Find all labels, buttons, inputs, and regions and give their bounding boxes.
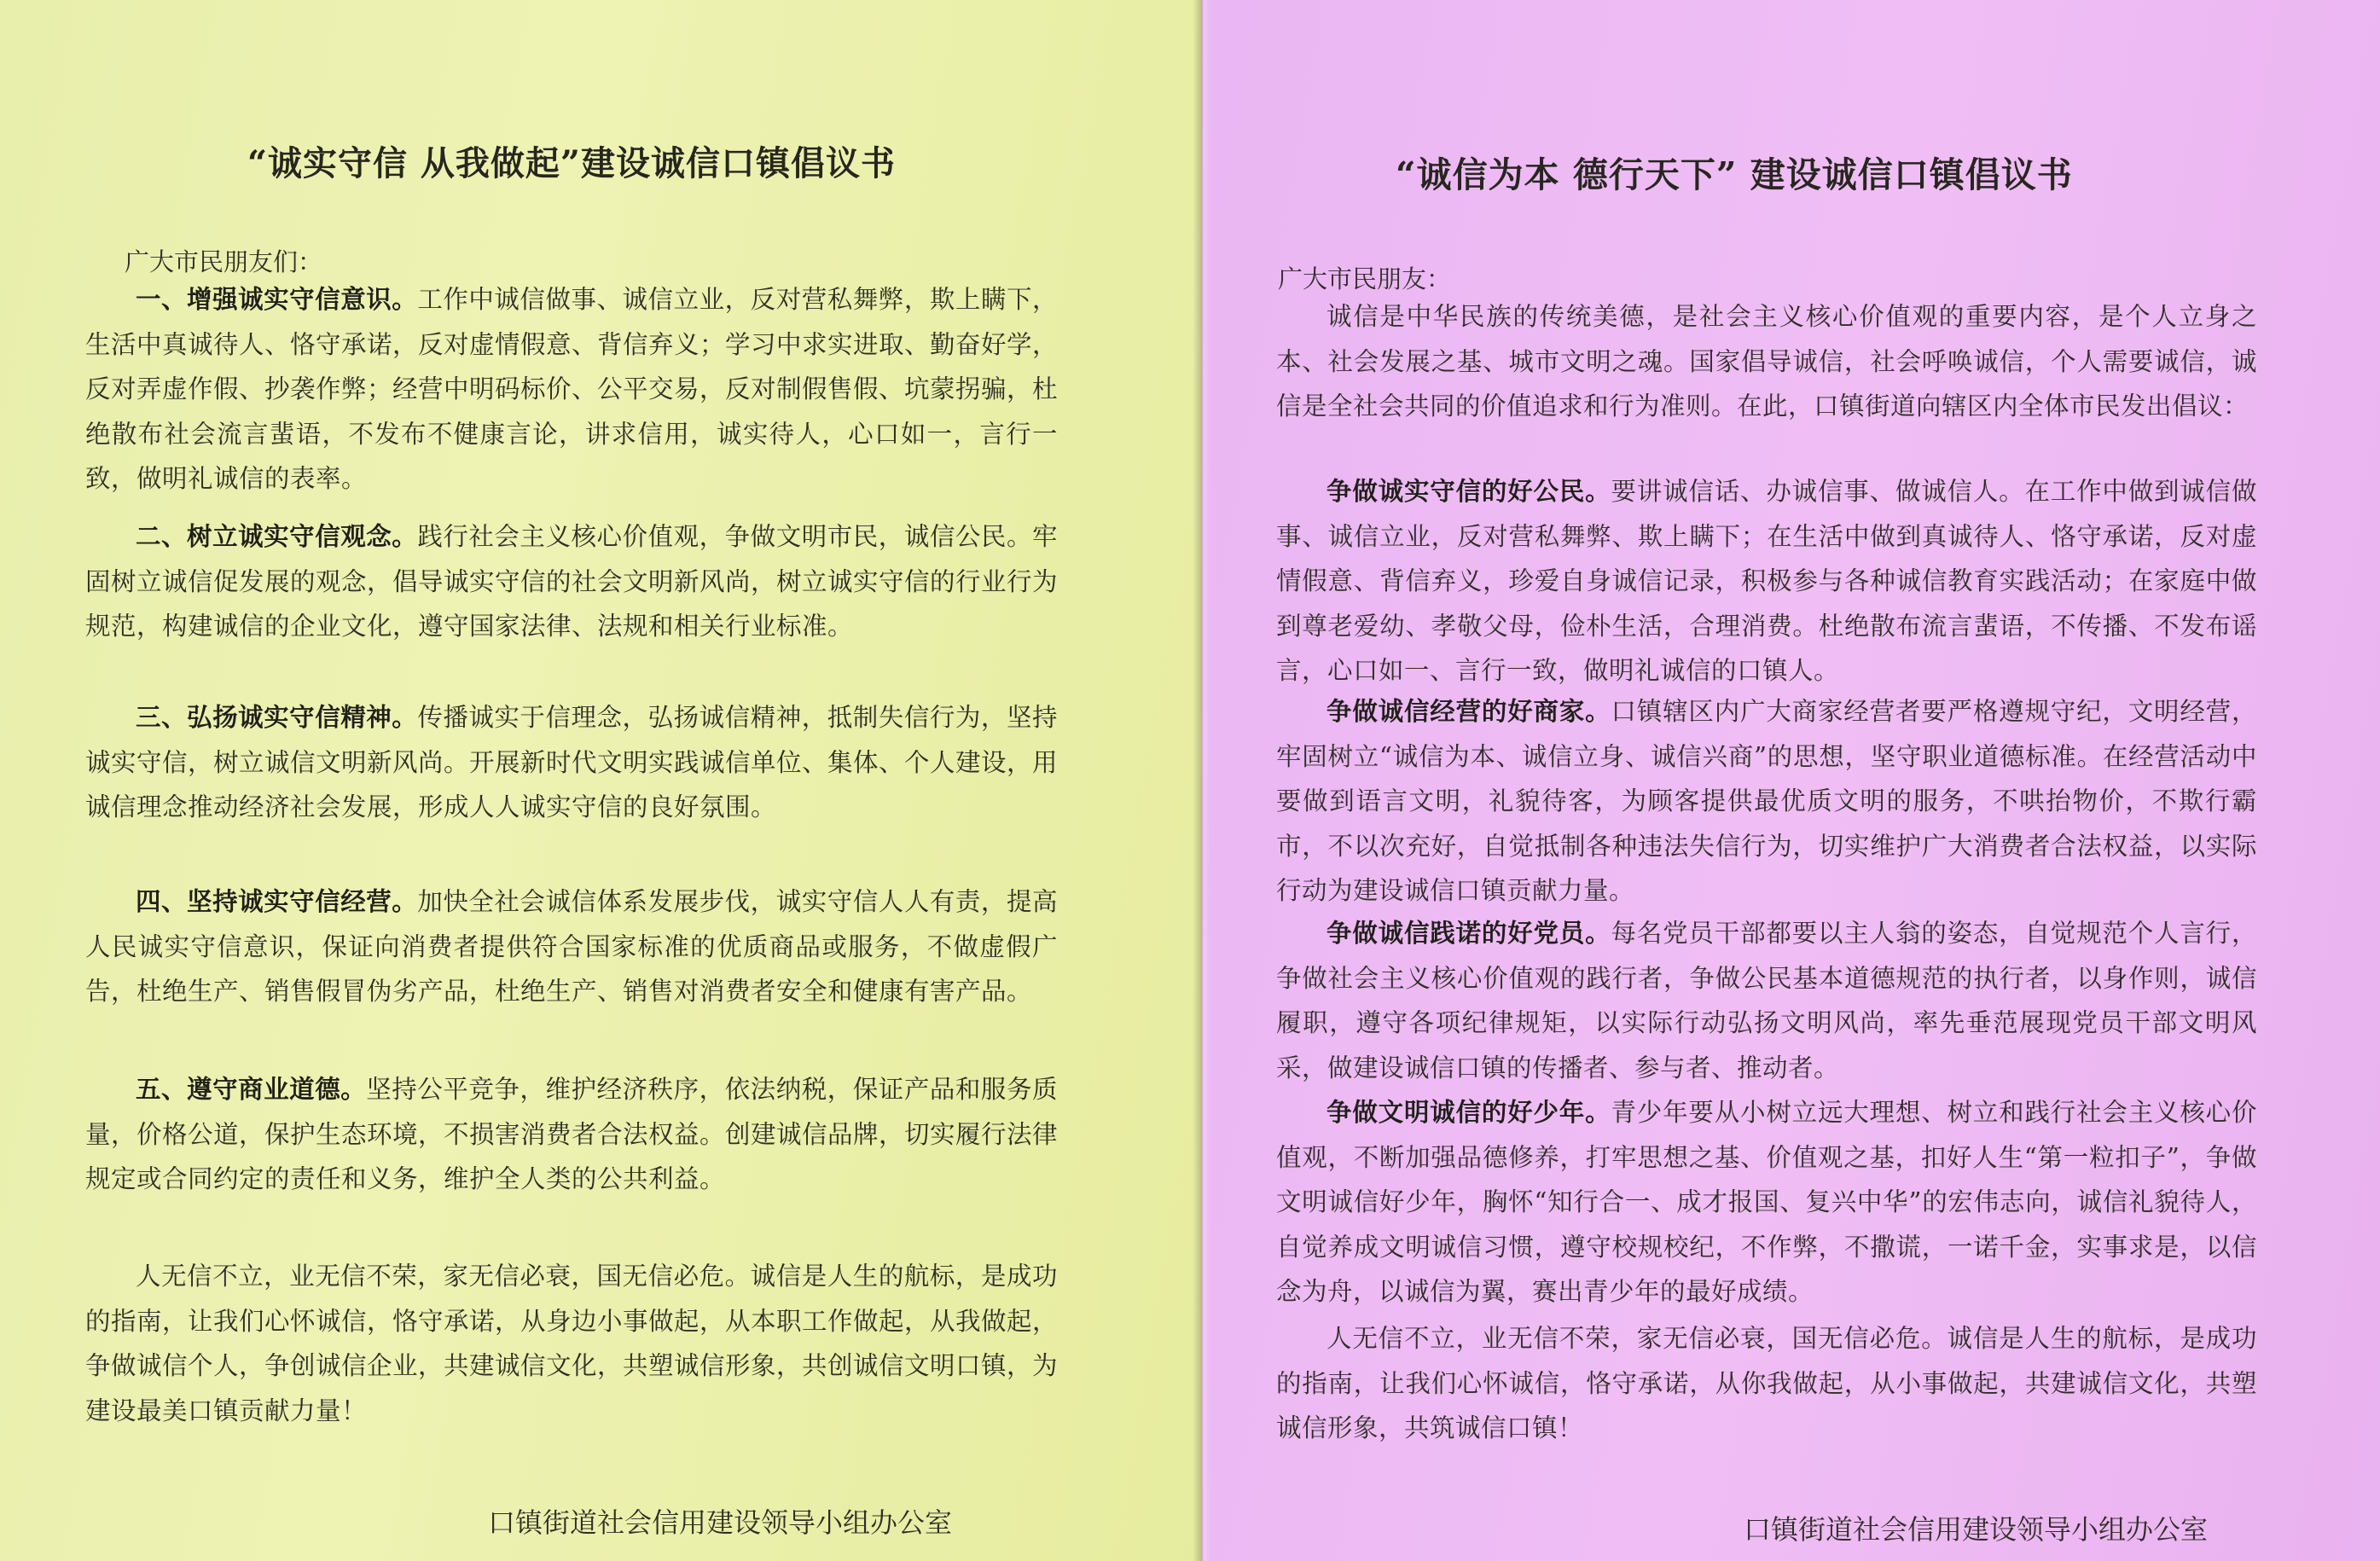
salutation: 广大市民朋友： xyxy=(1278,264,1452,293)
section-paragraph xyxy=(1276,469,2257,693)
proposal-sheet-right xyxy=(1201,0,2380,1561)
section-body: 加快全社会诚信体系发展步伐，诚实守信人人有责，提高人民诚实守信意识，保证向消费者提供符合国家标准的优质商品或服务，不做虚假广告，杜绝生产、销售假冒伪劣产品，杜绝生产、销售对消费者安全和健康有害产品。 xyxy=(85,887,1058,1006)
section-paragraph xyxy=(1276,911,2257,1090)
intro-paragraph: 诚信是中华民族的传统美德，是社会主义核心价值观的重要内容，是个人立身之本、社会发展之基、城市文明之魂。国家倡导诚信，社会呼唤诚信，个人需要诚信，诚信是全社会共同的价值追求和行为准则。在此，口镇街道向辖区内全体市民发出倡议： xyxy=(1276,302,2257,421)
section-body: 口镇辖区内广大商家经营者要严格遵规守纪，文明经营，牢固树立“诚信为本、诚信立身、诚信兴商”的思想，坚守职业道德标准。在经营活动中要做到语言文明，礼貌待客，为顾客提供最优质文明的服务，不哄抬物价，不欺行霸市，不以次充好，自觉抵制各种违法失信行为，切实维护广大消费者合法权益，以实际行动为建设诚信口镇贡献力量。 xyxy=(1276,697,2257,905)
section-body: 要讲诚信话、办诚信事、做诚信人。在工作中做到诚信做事、诚信立业，反对营私舞弊、欺上瞒下；在生活中做到真诚待人、恪守承诺，反对虚情假意、背信弃义，珍爱自身诚信记录，积极参与各种诚信教育实践活动；在家庭中做到尊老爱幼、孝敬父母，俭朴生活，合理消费。杜绝散布流言蜚语，不传播、不发布谣言，心口如一、言行一致，做明礼诚信的口镇人。 xyxy=(1276,477,2257,685)
section-body: 每名党员干部都要以主人翁的姿态，自觉规范个人言行，争做社会主义核心价值观的践行者，争做公民基本道德规范的执行者，以身作则，诚信履职，遵守各项纪律规矩，以实际行动弘扬文明风尚，率先垂范展现党员干部文明风采，做建设诚信口镇的传播者、参与者、推动者。 xyxy=(1276,919,2257,1082)
section-heading: 争做文明诚信的好少年。 xyxy=(1326,1097,1611,1127)
section-body: 践行社会主义核心价值观，争做文明市民，诚信公民。牢固树立诚信促发展的观念，倡导诚实守信的社会文明新风尚，树立诚实守信的行业行为规范，构建诚信的企业文化，遵守国家法律、法规和相关行业标准。 xyxy=(85,522,1059,641)
section-body: 工作中诚信做事、诚信立业，反对营私舞弊，欺上瞒下，生活中真诚待人、恪守承诺，反对虚情假意、背信弃义；学习中求实进取、勤奋好学，反对弄虚作假、抄袭作弊；经营中明码标价、公平交易，反对制假售假、坑蒙拐骗，杜绝散布社会流言蜚语，不发布不健康言论，讲求信用，诚实待人，心口如一，言行一致，做明礼诚信的表率。 xyxy=(85,285,1059,493)
salutation: 广大市民朋友们： xyxy=(125,247,323,276)
document-title: “诚信为本 德行天下” 建设诚信口镇倡议书 xyxy=(1396,154,2073,195)
closing-paragraph: 人无信不立，业无信不荣，家无信必衰，国无信必危。诚信是人生的航标，是成功的指南，让我们心怀诚信，恪守承诺，从身边小事做起，从本职工作做起，从我做起，争做诚信个人，争创诚信企业，共建诚信文化，共塑诚信形象，共创诚信文明口镇，为建设最美口镇贡献力量！ xyxy=(85,1262,1059,1425)
section-paragraph xyxy=(85,695,1058,830)
section-paragraph xyxy=(85,277,1058,502)
issuer-signature: 口镇街道社会信用建设领导小组办公室 xyxy=(1744,1513,2209,1546)
section-body: 青少年要从小树立远大理想、树立和践行社会主义核心价值观，不断加强品德修养，打牢思想之基、价值观之基，扣好人生“第一粒扣子”，争做文明诚信好少年，胸怀“知行合一、成才报国、复兴中华”的宏伟志向，诚信礼貌待人，自觉养成文明诚信习惯，遵守校规校纪，不作弊，不撒谎，一诺千金，实事求是，以信念为舟，以诚信为翼，赛出青少年的最好成绩。 xyxy=(1276,1098,2257,1306)
section-heading: 一、增强诚实守信意识。 xyxy=(136,284,418,314)
section-heading: 四、坚持诚实守信经营。 xyxy=(136,886,418,916)
section-heading: 争做诚实守信的好公民。 xyxy=(1326,476,1611,506)
section-paragraph xyxy=(1276,689,2257,914)
section-paragraph xyxy=(85,514,1058,649)
closing-paragraph: 人无信不立，业无信不荣，家无信必衰，国无信必危。诚信是人生的航标，是成功的指南，让我们心怀诚信，恪守承诺，从你我做起，从小事做起，共建诚信文化，共塑诚信形象，共筑诚信口镇！ xyxy=(1276,1324,2257,1442)
section-paragraph xyxy=(85,879,1058,1014)
section-heading: 争做诚信经营的好商家。 xyxy=(1326,696,1611,726)
page-seam xyxy=(1193,0,1211,1561)
section-body: 坚持公平竞争，维护经济秩序，依法纳税，保证产品和服务质量，价格公道，保护生态环境，不损害消费者合法权益。创建诚信品牌，切实履行法律规定或合同约定的责任和义务，维护全人类的公共利益。 xyxy=(85,1075,1059,1193)
issuer-signature: 口镇街道社会信用建设领导小组办公室 xyxy=(488,1506,953,1539)
document-title: “诚实守信 从我做起”建设诚信口镇倡议书 xyxy=(247,143,896,183)
section-paragraph xyxy=(85,1067,1058,1202)
section-heading: 争做诚信践诺的好党员。 xyxy=(1326,918,1611,948)
section-body: 传播诚实于信理念，弘扬诚信精神，抵制失信行为，坚持诚实守信，树立诚信文明新风尚。开展新时代文明实践诚信单位、集体、个人建设，用诚信理念推动经济社会发展，形成人人诚实守信的良好氛围。 xyxy=(85,703,1059,821)
section-heading: 三、弘扬诚实守信精神。 xyxy=(136,702,418,732)
section-heading: 五、遵守商业道德。 xyxy=(136,1074,367,1104)
section-paragraph xyxy=(1276,1090,2257,1314)
section-heading: 二、树立诚实守信观念。 xyxy=(136,521,418,551)
